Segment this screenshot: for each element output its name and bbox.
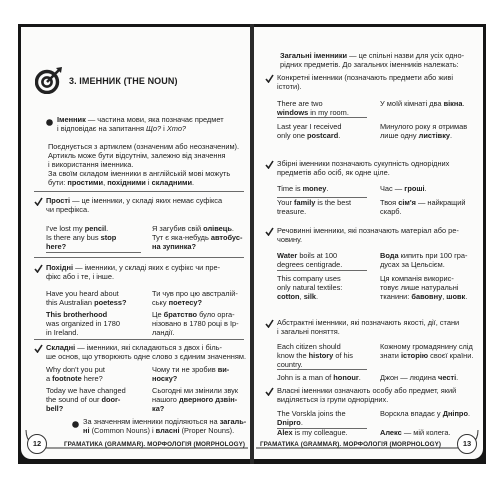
example-en: The Vorskla joins the Dnipro. Alex is my colleague. (277, 409, 348, 438)
articles-line-5: бути: простими, похідними і складними. (48, 178, 195, 187)
intro-line-1: Загальні іменники — це спільні назви для усіх одно- (280, 51, 465, 60)
example-ua: Я загубив свій олівець. Тут є яка-небудь автобус- на зупинка? (152, 224, 243, 252)
separator (277, 117, 367, 118)
check-mark-icon (265, 387, 274, 396)
material-line-1: Речовинні іменники, які позначають матеріал або ре- (277, 226, 459, 235)
example-en: Water boils at 100 degrees centigrade. This company uses only natural textiles: cotton, silk. (277, 251, 343, 302)
articles-line-3: і використання іменника. (48, 160, 134, 169)
check-mark-icon (265, 319, 274, 328)
intro-line-2: і відповідає на запитання Що? і Хто? (57, 124, 187, 133)
footer-text: ГРАМАТИКА (GRAMMAR). МОРФОЛОГІЯ (MORPHOLOGY) (64, 441, 246, 448)
example-en: Why don't you put a footnote here? Today we have changed the sound of our door- bell? (46, 365, 126, 414)
left-page (21, 27, 250, 459)
meaning-line-2: ні (Common Nouns) і власні (Proper Nouns). (83, 426, 235, 435)
simple-line-2: чи префікса. (46, 205, 90, 214)
simple-line-1: Прості — це іменники, у складі яких немає суфікса (46, 196, 223, 205)
example-en: Each citizen should know the history of his country. John is a man of honour. (277, 342, 361, 383)
check-mark-icon (265, 160, 274, 169)
collective-line-1: Збірні іменники позначають сукупність однорідних (277, 159, 450, 168)
page-number: 12 (27, 434, 47, 454)
example-en: There are two windows in my room. Last year I received only one postcard. (277, 99, 349, 141)
book-spread (18, 24, 486, 464)
concrete-line-2: істоти). (277, 82, 302, 91)
separator (34, 191, 244, 192)
concrete-line-1: Конкретні іменники (позначають предмети або живі (277, 73, 453, 82)
page-title: 3. ІМЕННИК (THE NOUN) (69, 76, 178, 86)
material-line-2: човину. (277, 235, 303, 244)
example-ua: У моїй кімнаті два вікна. Минулого року я отримав лише одну листівку. (380, 99, 468, 141)
example-ua: Ти чув про цю австралій- ську поетесу? Це братство було орга- нізовано в 1780 році в Ір- ландії. (152, 289, 239, 338)
example-ua: Чому ти не зробив ви- носку? Сьогодні ми змінили звук нашого дверного дзвін- ка? (152, 365, 239, 414)
separator (277, 197, 367, 198)
example-ua: Вода кипить при 100 гра- дусах за Цельсієм. Ця компанія викорис- товує лише натуральні тканини: бавовну, шовк. (380, 251, 468, 302)
abstract-line-2: і загальні поняття. (277, 327, 340, 336)
derived-line-1: Похідні — іменники, у складі яких є суфікс чи пре- (46, 263, 221, 272)
check-mark-icon (265, 227, 274, 236)
check-mark-icon (34, 344, 43, 353)
example-en: Time is money. Your family is the best treasure. (277, 184, 352, 217)
articles-line-1: Поєднується з артиклем (означеним або неозначеним). (48, 142, 240, 151)
intro-line-2: рідних предметів. До загальних іменників належать: (280, 60, 459, 69)
separator (34, 339, 244, 340)
example-en: Have you heard about this Australian poetess? This brotherhood was organized in 1780 in Ireland. (46, 289, 127, 338)
example-en: I've lost my pencil. Is there any bus stop here? (46, 224, 117, 252)
example-ua: Час — гроші. Твоя сім'я — найкращий скарб. (380, 184, 466, 217)
articles-line-2: Артикль може бути відсутнім, залежно від значення (48, 151, 226, 160)
compound-line-2: ше основ, що утворюють одне слово з єдиним значенням. (46, 352, 247, 361)
footer-rule (24, 428, 250, 452)
check-mark-icon (34, 264, 43, 273)
abstract-line-1: Абстрактні іменники, які позначають якості, дії, стани (277, 318, 460, 327)
right-page (254, 27, 483, 459)
check-mark-icon (34, 197, 43, 206)
intro-line-1: Іменник — частина мови, яка позначає предмет (57, 115, 224, 124)
proper-line-1: Власні іменники означають особу або предмет, який (277, 386, 457, 395)
separator (34, 257, 244, 258)
page-footer (254, 428, 480, 452)
footer-text: ГРАМАТИКА (GRAMMAR). МОРФОЛОГІЯ (MORPHOLOGY) (260, 441, 442, 448)
target-icon (35, 66, 63, 94)
articles-line-4: За своїм складом іменники в англійській мові можуть (48, 169, 231, 178)
proper-line-2: виділяється із групи однорідних. (277, 395, 389, 404)
bullet-dot-icon (45, 118, 54, 127)
meaning-line-1: За значенням іменники поділяються на загаль- (83, 417, 247, 426)
example-ua: Кожному громадянину слід знати історію своєї країни. Джон — людина честі. (380, 342, 474, 383)
footer-rule (254, 428, 480, 452)
collective-line-2: предметів або осіб, як одне ціле. (277, 168, 390, 177)
separator (46, 252, 141, 253)
page-footer (24, 428, 250, 452)
separator (277, 369, 367, 370)
example-ua: Ворскла впадає у Дніпро. Алекс — мій колега. (380, 409, 471, 438)
check-mark-icon (265, 74, 274, 83)
derived-line-2: фікс або і те, і інше. (46, 272, 115, 281)
compound-line-1: Складні — іменники, які складаються з двох і біль- (46, 343, 222, 352)
page-number: 13 (457, 434, 477, 454)
separator (277, 270, 367, 271)
